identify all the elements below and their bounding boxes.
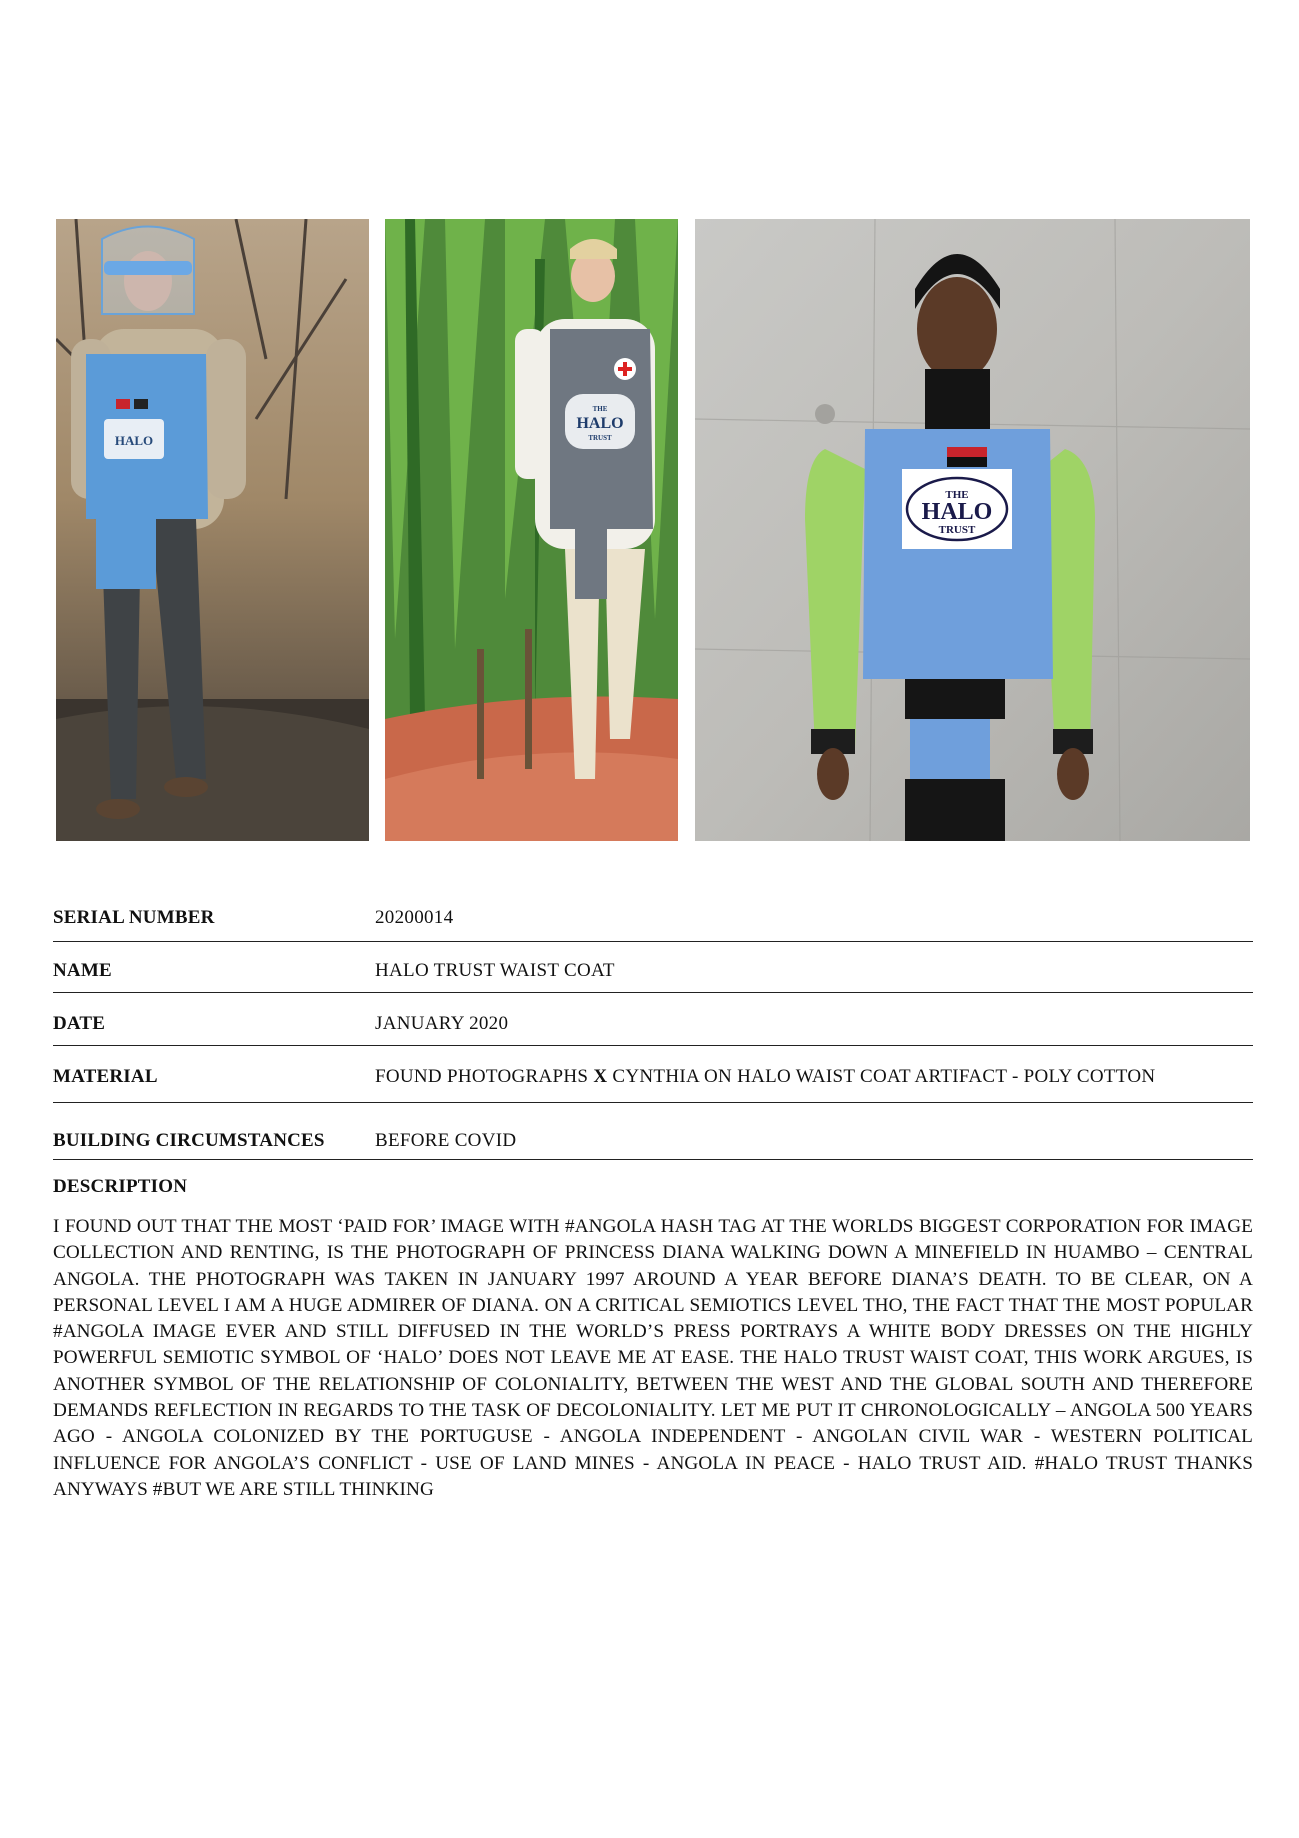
serial-number-label: SERIAL NUMBER bbox=[53, 907, 215, 928]
photo-woman-blue-vest bbox=[695, 219, 1250, 841]
photo-man-halo-vest-image bbox=[56, 219, 369, 841]
photo-woman-grey-vest-image bbox=[385, 219, 678, 841]
material-value-part2: CYNTHIA ON HALO WAIST COAT ARTIFACT - POLY COTTON bbox=[612, 1066, 1156, 1087]
material-value-x: X bbox=[593, 1066, 608, 1087]
vest-label-halo: HALO bbox=[576, 415, 624, 432]
vest-label-the: THE bbox=[592, 405, 608, 413]
vest-label-the: THE bbox=[945, 489, 969, 501]
name-value: HALO TRUST WAIST COAT bbox=[375, 960, 615, 981]
photo-woman-grey-vest bbox=[385, 219, 678, 841]
row-building-circumstances bbox=[53, 1103, 1253, 1160]
date-label: DATE bbox=[53, 1013, 106, 1034]
row-name bbox=[53, 942, 1253, 993]
building-circumstances-value: BEFORE COVID bbox=[375, 1130, 517, 1151]
vest-label-halo: HALO bbox=[921, 499, 993, 525]
serial-number-value: 20200014 bbox=[375, 907, 454, 928]
photo-woman-blue-vest-image bbox=[695, 219, 1250, 841]
material-value bbox=[375, 1066, 1155, 1088]
row-date bbox=[53, 993, 1253, 1046]
description-text: I FOUND OUT THAT THE MOST ‘PAID FOR’ IMAGE WITH #ANGOLA HASH TAG AT THE WORLDS BIGGEST CORPORATION FOR IMAGE COLLECTION AND RENTING, IS THE PHOTOGRAPH OF PRINCESS DIANA WALKING DOWN A MINEFIELD IN HUAMBO – CENTRAL ANGOLA. THE PHOTOGRAPH WAS TAKEN IN JANUARY 1997 AROUND A YEAR BEFORE DIANA’S DEATH. TO BE CLEAR, ON A PERSONAL LEVEL I AM A HUGE ADMIRER OF DIANA. ON A CRITICAL SEMIOTICS LEVEL THO, THE FACT THAT THE MOST POPULAR #ANGOLA IMAGE EVER AND STILL DIFFUSED IN THE WORLD’S PRESS PORTRAYS A WHITE BODY DRESSES ON THE HIGHLY POWERFUL SEMIOTIC SYMBOL OF ‘HALO’ DOES NOT LEAVE ME AT EASE. THE HALO TRUST WAIST COAT, THIS WORK ARGUES, IS ANOTHER SYMBOL OF THE RELATIONSHIP OF COLONIALITY, BETWEEN THE WEST AND THE GLOBAL SOUTH AND THEREFORE DEMANDS REFLECTION IN REGARDS TO THE TASK OF DECOLONIALITY. LET ME PUT IT CHRONOLOGICALLY – ANGOLA 500 YEARS AGO - ANGOLA COLONIZED BY THE PORTUGUSE - ANGOLA INDEPENDENT - ANGOLAN CIVIL WAR - WESTERN POLITICAL INFLUENCE FOR ANGOLA’S CONFLICT - USE OF LAND MINES - ANGOLA IN PEACE - HALO TRUST AID. #HALO TRUST THANKS ANYWAYS #BUT WE ARE STILL THINKING bbox=[53, 1216, 1253, 1500]
row-serial-number bbox=[53, 895, 1253, 942]
photo-man-halo-vest bbox=[56, 219, 369, 841]
vest-label-trust: TRUST bbox=[588, 434, 612, 442]
description-title: DESCRIPTION bbox=[53, 1176, 188, 1197]
building-circumstances-label: BUILDING CIRCUMSTANCES bbox=[53, 1130, 325, 1151]
row-material bbox=[53, 1046, 1253, 1103]
date-value: JANUARY 2020 bbox=[375, 1013, 509, 1034]
material-label: MATERIAL bbox=[53, 1066, 158, 1087]
name-label: NAME bbox=[53, 960, 112, 981]
vest-label-trust: TRUST bbox=[938, 524, 976, 536]
vest-label-halo: HALO bbox=[114, 433, 154, 448]
metadata-table bbox=[53, 895, 1253, 1160]
material-value-part1: FOUND PHOTOGRAPHS bbox=[375, 1066, 589, 1087]
